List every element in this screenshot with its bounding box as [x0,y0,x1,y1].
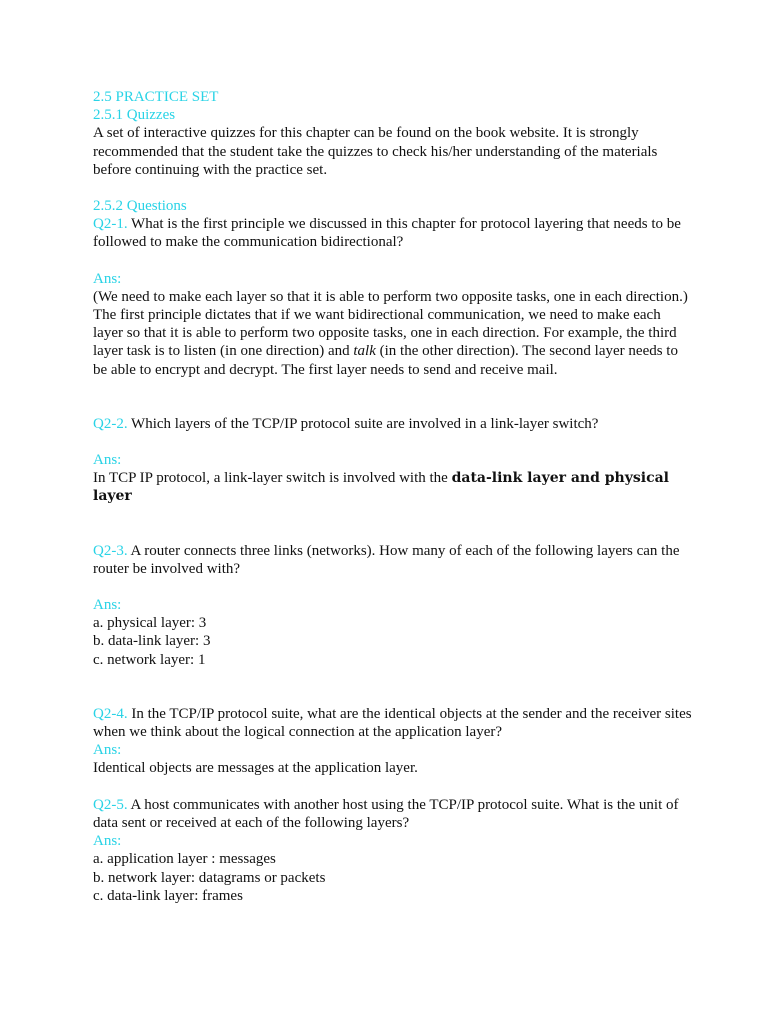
answer-label: Ans: [93,597,122,614]
list-item: a. application layer : messages [93,851,276,868]
question-text: In the TCP/IP protocol suite, what are the identical objects at the sender and the receiver sites when we think about the logical connection at the application layer? [93,705,692,741]
question-label: Q2-1. [93,216,128,233]
question-1 [93,215,693,251]
list-item: b. network layer: datagrams or packets [93,869,326,886]
list-item: a. physical layer: 3 [93,615,207,632]
question-label: Q2-4. [93,705,128,722]
quizzes-paragraph: A set of interactive quizzes for this chapter can be found on the book website. It is strongly recommended that the student take the quizzes to check his/her understanding of the materials before continuing with the practice set. [93,125,658,178]
question-text: A host communicates with another host using the TCP/IP protocol suite. What is the unit of data sent or received at each of the following layers? [93,796,679,831]
answer-bold-text: data-link layer and physical layer [93,470,669,505]
question-3 [93,542,693,578]
quizzes-heading: 2.5.1 Quizzes [93,107,176,124]
question-text: A router connects three links (networks). How many of each of the following layers can the router be involved with? [93,542,680,577]
answer-label: Ans: [93,742,122,759]
answer-text: In TCP IP protocol, a link-layer switch is involved with the [93,470,452,487]
answer-text: (in the other direction). The second layer needs to be able to encrypt and decrypt. The first layer needs to send and receive mail. [93,343,678,378]
spacer [93,778,693,796]
section-title: 2.5 PRACTICE SET [93,89,219,105]
question-text: Which layers of the TCP/IP protocol suite are involved in a link-layer switch? [127,415,599,432]
question-label: Q2-5. [93,796,128,813]
answer-2 [93,469,693,505]
question-label: Q2-2. [93,415,128,432]
document-page [93,88,693,905]
list-item: c. network layer: 1 [93,651,206,668]
spacer [93,506,693,542]
answer-1 [93,288,693,379]
question-label: Q2-3. [93,542,128,559]
spacer [93,669,693,705]
spacer [93,433,693,451]
answer-label: Ans: [93,833,122,850]
spacer [93,252,693,270]
question-text: What is the first principle we discussed in this chapter for protocol layering that needs to be followed to make the communication bidirectional? [93,216,681,251]
answer-italic-word: talk [353,343,376,360]
answer-label: Ans: [93,270,122,287]
spacer [93,578,693,596]
answer-text: (We need to make each layer so that it is able to perform two opposite tasks, one in each direction.) The first principle dictates that if we want bidirectional communication, we need to make each layer so that it is able to perform two opposite tasks, one in each direction. For example, the third layer task is to listen (in one direction) and [93,288,688,360]
question-5 [93,796,693,832]
spacer [93,179,693,197]
list-item: c. data-link layer: frames [93,887,243,904]
questions-heading: 2.5.2 Questions [93,198,187,215]
question-4 [93,705,693,741]
question-2 [93,415,693,433]
answer-4: Identical objects are messages at the application layer. [93,760,418,777]
spacer [93,379,693,415]
list-item: b. data-link layer: 3 [93,633,211,650]
answer-label: Ans: [93,452,122,469]
